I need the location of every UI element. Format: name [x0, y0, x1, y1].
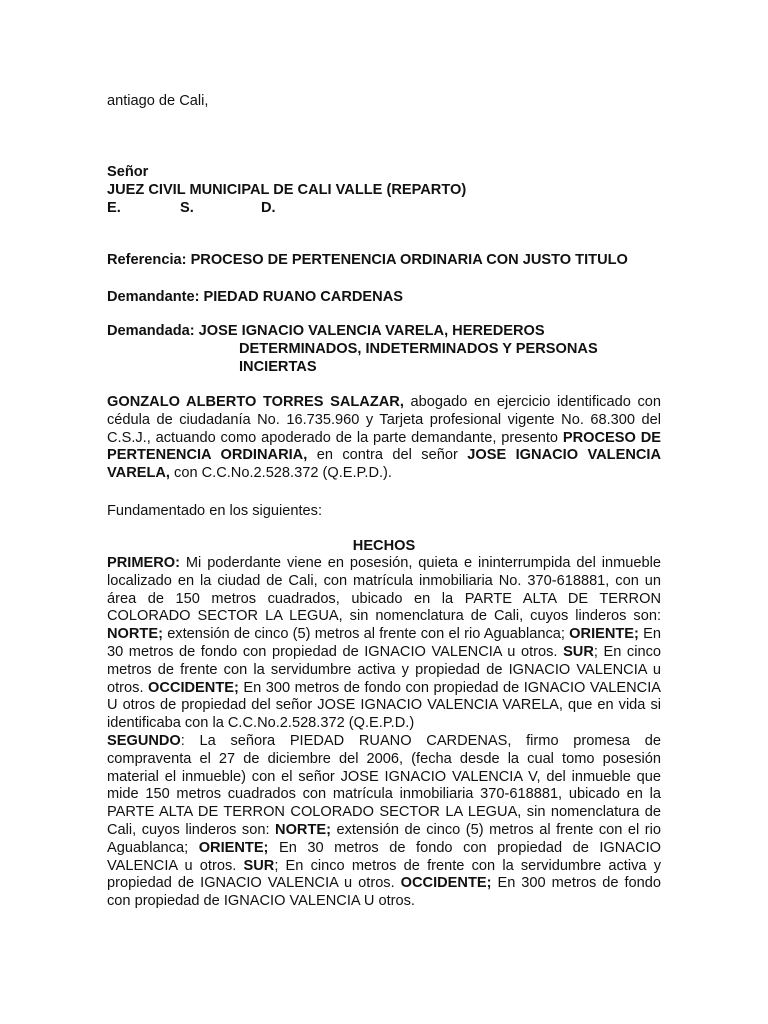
salutation: Señor [107, 164, 149, 180]
intro-paragraph [107, 394, 661, 483]
intro-text-2: en contra del señor [307, 447, 468, 464]
reference-text: PROCESO DE PERTENENCIA ORDINARIA CON JUSTO TITULO [190, 252, 628, 268]
primero-oriente: ORIENTE; [569, 626, 639, 643]
primero-label: PRIMERO: [107, 555, 180, 571]
plaintiff-name: PIEDAD RUANO CARDENAS [203, 289, 403, 305]
esd-line [107, 199, 466, 217]
reference-label: Referencia: [107, 252, 187, 268]
fundamentado-line: Fundamentado en los siguientes: [107, 503, 322, 519]
city-line: antiago de Cali, [107, 93, 209, 109]
primero-text-5: En 300 metros de fondo con propiedad de IGNACIO VALENCIA U otros de propiedad del señor JOSE IGNACIO VALENCIA VARELA, que en vida si identificaba con la C.C.No.2.528.372 (Q.E.P.D.) [107, 679, 661, 732]
reference-line [107, 251, 628, 269]
segundo-text-4: ; En cinco metros de frente con la servidumbre activa y propiedad de IGNACIO VALENCIA u otros. [107, 857, 661, 892]
defendant-name: JOSE IGNACIO VALENCIA VARELA, HEREDEROS [198, 323, 545, 339]
segundo-occidente: OCCIDENTE; [400, 875, 492, 892]
plaintiff-label: Demandante: [107, 289, 200, 305]
defendant-line-2: DETERMINADOS, INDETERMINADOS Y PERSONAS [239, 341, 598, 357]
defendant-line-3: INCIERTAS [239, 359, 317, 375]
defendant-block [107, 322, 661, 376]
esd-e: E. [107, 200, 121, 216]
defendant-name-inline: JOSE IGNACIO VALENCIA VARELA, [107, 447, 662, 482]
segundo-text-5: En 300 metros de fondo con propiedad de IGNACIO VALENCIA U otros. [107, 875, 661, 910]
defendant-label: Demandada: [107, 323, 195, 339]
segundo-sur: SUR [243, 857, 275, 874]
primero-paragraph [107, 555, 661, 733]
segundo-oriente: ORIENTE; [198, 839, 269, 856]
primero-norte: NORTE; [107, 626, 163, 643]
primero-sur: SUR [563, 643, 594, 660]
plaintiff-line [107, 288, 403, 306]
segundo-paragraph [107, 733, 661, 911]
process-name: PROCESO DE PERTENENCIA ORDINARIA, [107, 429, 662, 464]
segundo-label: SEGUNDO [107, 732, 181, 749]
primero-text-3: En 30 metros de fondo con propiedad de IGNACIO VALENCIA u otros. [107, 626, 661, 660]
addressee: JUEZ CIVIL MUNICIPAL DE CALI VALLE (REPARTO) [107, 182, 467, 198]
hechos-section [107, 555, 661, 911]
primero-occidente: OCCIDENTE; [148, 679, 239, 696]
primero-text-1: Mi poderdante viene en posesión, quieta e ininterrumpida del inmueble localizado en la ciudad de Cali, con matrícula inmobiliaria No. 370-618881, con un área de 150 metros cuadrados, ubicado en la PARTE ALTA DE TERRON COLORADO SECTOR LA LEGUA, sin nomenclatura de Cali, cuyos linderos son: [107, 555, 661, 625]
intro-text-3: con C.C.No.2.528.372 (Q.E.P.D.). [169, 465, 392, 482]
segundo-text-2: extensión de cinco (5) metros al frente con el rio Aguablanca; [107, 821, 661, 856]
segundo-norte: NORTE; [275, 821, 331, 838]
esd-d: D. [261, 200, 276, 216]
primero-text-4: ; En cinco metros de frente con la servidumbre activa y propiedad de IGNACIO VALENCIA u otros. [107, 643, 661, 696]
intro-text-1: abogado en ejercicio identificado con cédula de ciudadanía No. 16.735.960 y Tarjeta profesional vigente No. 68.300 del C.S.J., actuando como apoderado de la parte demandante, presento [107, 394, 661, 446]
segundo-text-3: En 30 metros de fondo con propiedad de IGNACIO VALENCIA u otros. [107, 839, 661, 874]
primero-text-2: extensión de cinco (5) metros al frente con el rio Aguablanca; [162, 626, 570, 643]
segundo-text-1: : La señora PIEDAD RUANO CARDENAS, firmo promesa de compraventa el 27 de diciembre del 2006, (fecha desde la cual tomo posesión material el inmueble) con el señor JOSE IGNACIO VALENCIA V, del inmueble que mide 150 metros cuadrados con matrícula inmobiliaria 370-618881, ubicado en la PARTE ALTA DE TERRON COLORADO SECTOR LA LEGUA, sin nomenclatura de Cali, cuyos linderos son: [107, 732, 661, 838]
lawyer-name: GONZALO ALBERTO TORRES SALAZAR, [107, 394, 404, 410]
addressee-block [107, 163, 466, 217]
hechos-heading: HECHOS [352, 538, 416, 554]
defendant-line-1 [107, 322, 661, 340]
esd-s: S. [180, 200, 194, 216]
